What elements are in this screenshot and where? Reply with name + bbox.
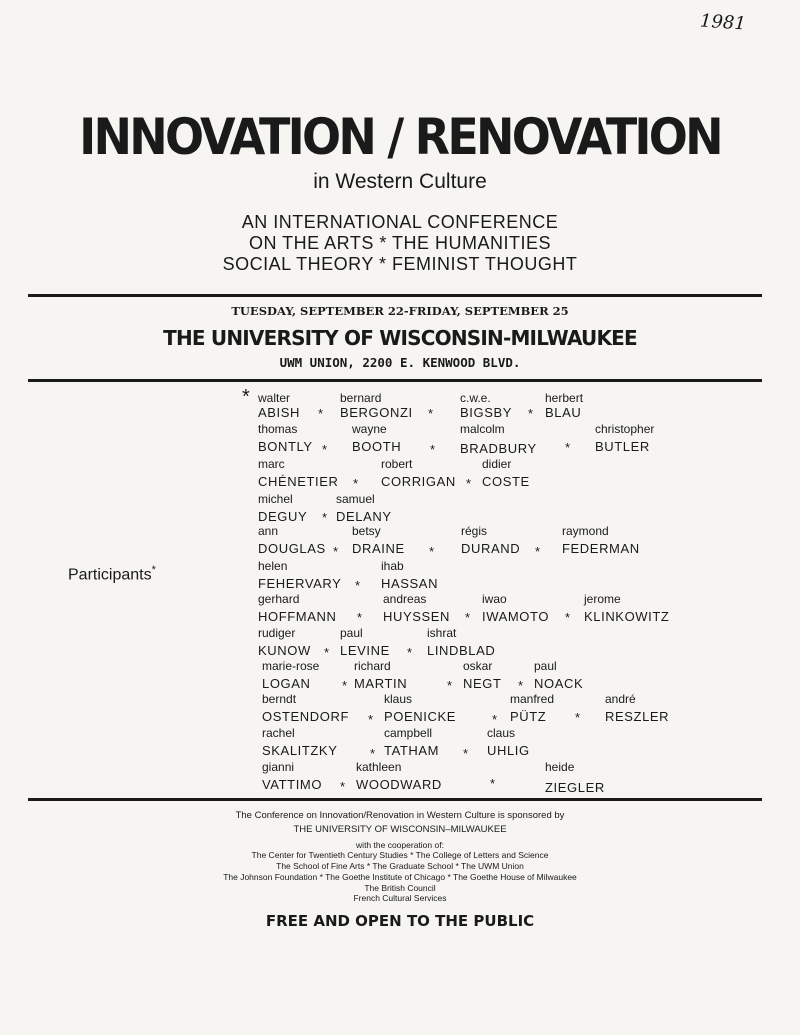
participant-first-name: campbell	[384, 726, 433, 740]
participant-first-name: christopher	[595, 422, 655, 436]
participant-first-name: andré	[605, 692, 636, 706]
participant-entry	[258, 593, 336, 624]
participant-first-name: berndt	[262, 692, 297, 706]
participant-last-name: POENICKE	[384, 709, 456, 724]
participant-first-name: herbert	[545, 391, 584, 405]
participant-first-name: ann	[258, 524, 279, 538]
participant-last-name: PÜTZ	[510, 709, 547, 724]
name-separator-asterisk: *	[428, 406, 434, 421]
participant-last-name: HOFFMANN	[258, 609, 337, 624]
participant-last-name: FEDERMAN	[562, 541, 640, 556]
sponsor-line: French Cultural Services	[353, 893, 447, 903]
participant-first-name: ishrat	[427, 626, 457, 640]
participant-last-name: BIGSBY	[460, 405, 513, 420]
tagline-line: AN INTERNATIONAL CONFERENCE	[241, 212, 559, 232]
name-separator-asterisk: *	[324, 645, 330, 660]
participant-first-name: rudiger	[258, 626, 296, 640]
participant-last-name: LOGAN	[262, 676, 311, 691]
name-separator-asterisk: *	[430, 442, 436, 457]
participant-entry	[262, 660, 319, 691]
participant-entry	[460, 423, 537, 456]
name-separator-asterisk: *	[490, 776, 496, 791]
participant-first-name: malcolm	[460, 422, 505, 436]
name-separator-asterisk: *	[447, 678, 453, 693]
participant-last-name: DURAND	[461, 541, 521, 556]
participant-last-name: BERGONZI	[340, 405, 413, 420]
participant-first-name: thomas	[258, 422, 298, 436]
tagline-line: SOCIAL THEORY * FEMINIST THOUGHT	[222, 254, 578, 274]
name-separator-asterisk: *	[565, 440, 571, 455]
participant-first-name: klaus	[384, 692, 413, 706]
participant-entry	[258, 627, 311, 658]
participant-entry	[545, 392, 583, 420]
name-separator-asterisk: *	[535, 544, 541, 559]
participant-entry	[340, 627, 390, 658]
event-dates: TUESDAY, SEPTEMBER 22-FRIDAY, SEPTEMBER 25	[231, 304, 569, 318]
sponsor-line: The Conference on Innovation/Renovation in Western Culture is sponsored by	[235, 810, 565, 821]
participant-last-name: RESZLER	[605, 709, 670, 724]
conference-title: INNOVATION / RENOVATION	[79, 108, 721, 166]
participant-entry	[262, 727, 337, 758]
participant-entry	[460, 392, 512, 420]
participant-last-name: OSTENDORF	[262, 709, 350, 724]
participant-entry	[262, 693, 349, 724]
name-separator-asterisk: *	[322, 510, 328, 525]
divider-rule	[28, 294, 762, 297]
university-name: THE UNIVERSITY OF WISCONSIN-MILWAUKEE	[163, 326, 637, 350]
participant-first-name: marc	[258, 457, 285, 471]
participant-last-name: BONTLY	[258, 439, 313, 454]
participant-entry	[258, 493, 307, 524]
participant-last-name: UHLIG	[487, 743, 530, 758]
participant-last-name: BOOTH	[352, 439, 402, 454]
participant-entry	[595, 423, 654, 454]
name-separator-asterisk: *	[342, 678, 348, 693]
conference-subtitle: in Western Culture	[313, 170, 487, 193]
participant-entry	[482, 458, 530, 489]
participant-entry	[340, 392, 413, 420]
participant-first-name: ihab	[381, 559, 404, 573]
name-separator-asterisk: *	[355, 578, 361, 593]
name-separator-asterisk: *	[357, 610, 363, 625]
divider-rule	[28, 798, 762, 801]
participant-last-name: BRADBURY	[460, 441, 537, 456]
participant-first-name: samuel	[336, 492, 375, 506]
participant-entry	[384, 727, 439, 758]
participant-last-name: KUNOW	[258, 643, 311, 658]
participant-entry	[605, 693, 669, 724]
participant-first-name: kathleen	[356, 760, 402, 774]
participant-last-name: DRAINE	[352, 541, 405, 556]
participant-last-name: SKALITZKY	[262, 743, 338, 758]
participant-entry	[381, 458, 456, 489]
participant-entry	[463, 660, 502, 691]
participant-first-name: robert	[381, 457, 413, 471]
lead-asterisk: *	[242, 386, 250, 408]
sponsor-line: with the cooperation of:	[356, 840, 444, 850]
name-separator-asterisk: *	[518, 678, 524, 693]
event-address: UWM UNION, 2200 E. KENWOOD BLVD.	[279, 355, 521, 370]
participant-last-name: CORRIGAN	[381, 474, 456, 489]
participant-last-name: DEGUY	[258, 509, 308, 524]
participant-entry	[258, 560, 341, 591]
name-separator-asterisk: *	[463, 746, 469, 761]
participant-last-name: TATHAM	[384, 743, 440, 758]
participant-last-name: CHÉNETIER	[258, 474, 339, 489]
name-separator-asterisk: *	[368, 712, 374, 727]
participant-entry	[354, 660, 407, 691]
participant-entry	[510, 693, 554, 724]
name-separator-asterisk: *	[340, 779, 346, 794]
participant-first-name: régis	[461, 524, 488, 538]
participant-entry	[258, 392, 300, 420]
participant-first-name: didier	[482, 457, 512, 471]
participant-last-name: DOUGLAS	[258, 541, 326, 556]
participant-first-name: paul	[534, 659, 557, 673]
participant-first-name: claus	[487, 726, 516, 740]
participant-entry	[482, 593, 549, 624]
participant-last-name: FEHERVARY	[258, 576, 342, 591]
participant-last-name: BLAU	[545, 405, 582, 420]
sponsor-university: THE UNIVERSITY OF WISCONSIN–MILWAUKEE	[293, 824, 507, 835]
participant-first-name: gerhard	[258, 592, 300, 606]
handwritten-year: 1981	[699, 10, 747, 35]
participant-first-name: richard	[354, 659, 391, 673]
participant-last-name: LINDBLAD	[427, 643, 496, 658]
participant-entry	[336, 493, 392, 524]
participant-last-name: HASSAN	[381, 576, 439, 591]
participant-first-name: oskar	[463, 659, 493, 673]
participant-entry	[562, 525, 640, 556]
participant-last-name: COSTE	[482, 474, 530, 489]
participant-first-name: paul	[340, 626, 363, 640]
participant-last-name: HUYSSEN	[383, 609, 451, 624]
participant-last-name: ZIEGLER	[545, 780, 605, 795]
name-separator-asterisk: *	[407, 645, 413, 660]
participant-first-name: manfred	[510, 692, 555, 706]
tagline-line: ON THE ARTS * THE HUMANITIES	[248, 233, 552, 253]
participant-first-name: helen	[258, 559, 288, 573]
sponsor-line: The Center for Twentieth Century Studies * The College of Letters and Science	[251, 850, 549, 860]
participant-entry	[381, 560, 438, 591]
divider-rule	[28, 379, 762, 382]
name-separator-asterisk: *	[492, 712, 498, 727]
participant-first-name: bernard	[340, 391, 382, 405]
participant-entry	[352, 525, 405, 556]
participant-entry	[461, 525, 520, 556]
sponsor-line: The Johnson Foundation * The Goethe Institute of Chicago * The Goethe House of Milwaukee	[223, 872, 577, 882]
name-separator-asterisk: *	[429, 544, 435, 559]
participant-entry	[383, 593, 450, 624]
participant-entry	[258, 525, 326, 556]
name-separator-asterisk: *	[370, 746, 376, 761]
name-separator-asterisk: *	[465, 610, 471, 625]
participant-last-name: VATTIMO	[262, 777, 323, 792]
participants-label-text: Participants	[68, 566, 152, 584]
participant-first-name: michel	[258, 492, 293, 506]
participant-first-name: marie-rose	[262, 659, 320, 673]
participant-first-name: gianni	[262, 760, 295, 774]
participant-entry	[258, 458, 339, 489]
participant-first-name: walter	[258, 391, 291, 405]
participant-entry	[534, 660, 583, 691]
free-admission-notice: FREE AND OPEN TO THE PUBLIC	[265, 912, 535, 930]
participant-entry	[427, 627, 495, 658]
participant-first-name: wayne	[352, 422, 387, 436]
participant-last-name: MARTIN	[354, 676, 408, 691]
participant-last-name: IWAMOTO	[482, 609, 550, 624]
participant-last-name: BUTLER	[595, 439, 650, 454]
name-separator-asterisk: *	[333, 544, 339, 559]
participant-first-name: andreas	[383, 592, 427, 606]
participant-last-name: LEVINE	[340, 643, 390, 658]
participant-entry	[487, 727, 530, 758]
participants-label	[68, 564, 156, 584]
participant-entry	[545, 761, 605, 795]
participant-entry	[384, 693, 456, 724]
participant-first-name: jerome	[584, 592, 621, 606]
participant-entry	[352, 423, 401, 454]
conference-tagline	[0, 212, 800, 275]
participant-first-name: betsy	[352, 524, 381, 538]
participant-last-name: WOODWARD	[356, 777, 442, 792]
participant-first-name: c.w.e.	[460, 391, 491, 405]
participant-first-name: heide	[545, 760, 575, 774]
participant-first-name: rachel	[262, 726, 295, 740]
participant-last-name: NOACK	[534, 676, 584, 691]
participant-last-name: DELANY	[336, 509, 392, 524]
participant-last-name: KLINKOWITZ	[584, 609, 670, 624]
sponsor-line: The School of Fine Arts * The Graduate School * The UWM Union	[276, 861, 524, 871]
participant-entry	[584, 593, 669, 624]
participant-first-name: iwao	[482, 592, 507, 606]
participant-entry	[262, 761, 322, 792]
name-separator-asterisk: *	[575, 710, 581, 725]
participant-last-name: ABISH	[258, 405, 301, 420]
participant-last-name: NEGT	[463, 676, 502, 691]
name-separator-asterisk: *	[565, 610, 571, 625]
sponsor-line: The British Council	[364, 883, 436, 893]
name-separator-asterisk: *	[322, 442, 328, 457]
name-separator-asterisk: *	[318, 406, 324, 421]
participant-entry	[356, 761, 442, 792]
participants-asterisk: *	[151, 564, 156, 576]
participant-entry	[258, 423, 313, 454]
name-separator-asterisk: *	[466, 476, 472, 491]
name-separator-asterisk: *	[353, 476, 359, 491]
name-separator-asterisk: *	[528, 406, 534, 421]
participant-first-name: raymond	[562, 524, 609, 538]
